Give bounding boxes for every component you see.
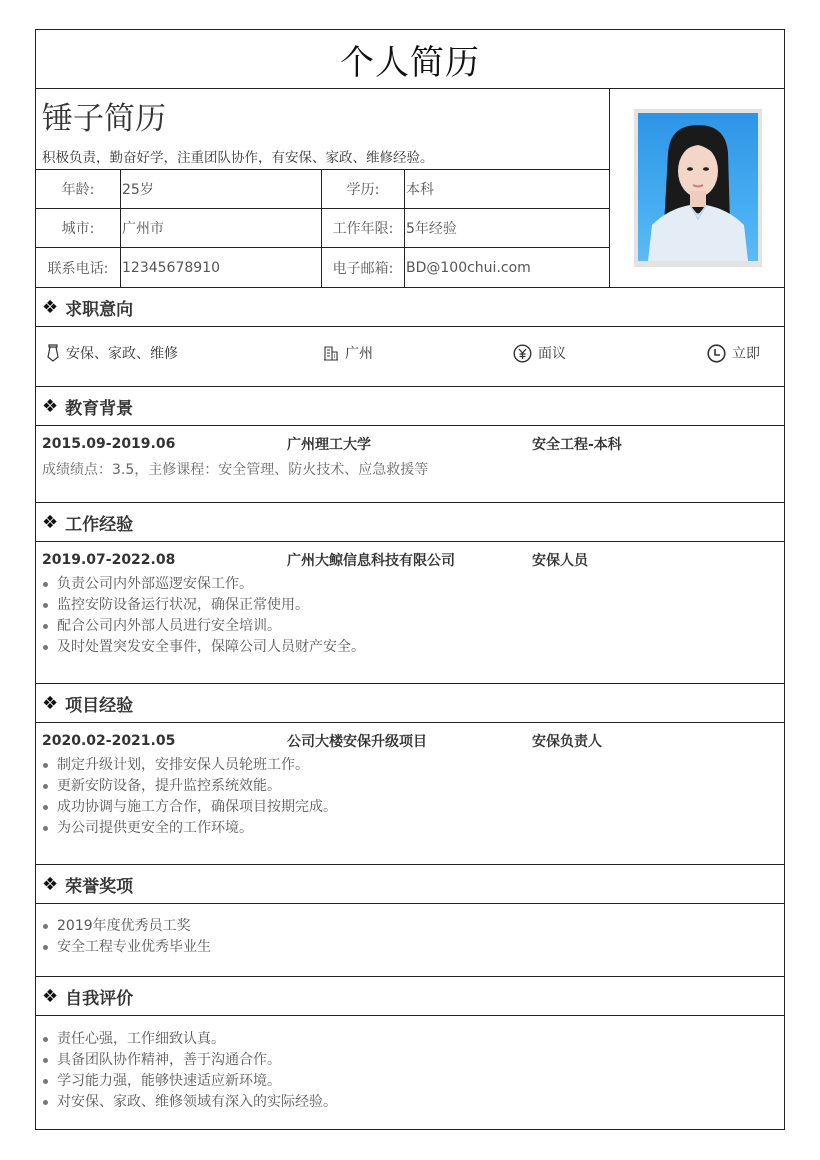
list-item: 2019年度优秀员工奖 — [42, 916, 778, 937]
education-major: 安全工程-本科 — [532, 437, 622, 453]
intent-city — [323, 327, 373, 379]
work-summary-row — [42, 548, 778, 572]
intent-availability — [707, 327, 760, 379]
work-years-value: 5年经验 — [405, 209, 609, 248]
list-item: 更新安防设备，提升监控系统效能。 — [42, 776, 778, 797]
intent-city-text: 广州 — [345, 346, 373, 362]
section-header — [36, 387, 784, 426]
email-label: 电子邮箱: — [322, 248, 405, 287]
self-body — [36, 1016, 784, 1129]
work-company: 广州大鲸信息科技有限公司 — [287, 553, 455, 569]
intent-row — [36, 327, 784, 386]
phone-label: 联系电话: — [36, 248, 121, 287]
city-label: 城市: — [36, 209, 121, 248]
section-honors — [36, 865, 784, 977]
honors-body — [36, 904, 784, 976]
section-title: 项目经验 — [65, 695, 134, 716]
diamond-icon: ❖ — [42, 873, 59, 895]
honors-list — [42, 916, 778, 958]
list-item: 配合公司内外部人员进行安全培训。 — [42, 616, 778, 637]
section-header — [36, 865, 784, 904]
photo-frame — [634, 109, 762, 267]
section-title: 荣誉奖项 — [65, 876, 134, 897]
section-job-intent — [36, 288, 784, 387]
age-value: 25岁 — [121, 170, 322, 209]
resume-title: 个人简历 — [36, 30, 784, 89]
diamond-icon: ❖ — [42, 692, 59, 714]
work-years-label: 工作年限: — [322, 209, 405, 248]
education-summary-row — [42, 432, 778, 456]
section-work — [36, 503, 784, 684]
resume-sheet — [35, 29, 785, 1130]
basic-info-table — [36, 170, 609, 287]
candidate-slogan: 积极负责，勤奋好学，注重团队协作，有安保、家政、维修经验。 — [42, 150, 434, 166]
section-title: 自我评价 — [65, 988, 134, 1009]
candidate-name: 锤子简历 — [42, 101, 166, 137]
list-item: 成功协调与施工方合作，确保项目按期完成。 — [42, 797, 778, 818]
intent-availability-text: 立即 — [732, 346, 760, 362]
building-icon — [323, 345, 339, 361]
email-value: BD@100chui.com — [406, 259, 531, 276]
degree-label: 学历: — [322, 170, 405, 209]
section-project — [36, 684, 784, 865]
section-title: 求职意向 — [65, 299, 134, 320]
profile-info — [36, 89, 610, 287]
project-name: 公司大楼安保升级项目 — [287, 734, 427, 750]
list-item: 为公司提供更安全的工作环境。 — [42, 818, 778, 839]
intent-salary-text: 面议 — [538, 346, 566, 362]
intent-position — [46, 327, 178, 379]
self-list — [42, 1029, 778, 1113]
section-header — [36, 288, 784, 327]
project-period: 2020.02-2021.05 — [42, 733, 176, 749]
tie-icon — [46, 344, 60, 362]
list-item: 责任心强，工作细致认真。 — [42, 1029, 778, 1050]
list-item: 及时处置突发安全事件，保障公司人员财产安全。 — [42, 637, 778, 658]
age-label: 年龄: — [36, 170, 121, 209]
work-period: 2019.07-2022.08 — [42, 552, 176, 568]
profile-photo — [638, 113, 758, 261]
intent-salary — [513, 327, 566, 379]
list-item: 制定升级计划，安排安保人员轮班工作。 — [42, 755, 778, 776]
work-body — [36, 542, 784, 683]
work-duties — [42, 574, 778, 658]
project-summary-row — [42, 729, 778, 753]
list-item: 负责公司内外部巡逻安保工作。 — [42, 574, 778, 595]
portrait-illustration — [638, 113, 758, 261]
list-item: 学习能力强，能够快速适应新环境。 — [42, 1071, 778, 1092]
diamond-icon: ❖ — [42, 296, 59, 318]
section-header — [36, 684, 784, 723]
work-role: 安保人员 — [532, 553, 588, 569]
phone-value: 12345678910 — [121, 248, 322, 287]
photo-cell — [610, 89, 784, 287]
city-value: 广州市 — [121, 209, 322, 248]
list-item: 具备团队协作精神，善于沟通合作。 — [42, 1050, 778, 1071]
section-header — [36, 503, 784, 542]
intent-position-text: 安保、家政、维修 — [66, 346, 178, 362]
project-duties — [42, 755, 778, 839]
yuan-icon — [513, 344, 532, 363]
list-item: 对安保、家政、维修领域有深入的实际经验。 — [42, 1092, 778, 1113]
section-title: 教育背景 — [65, 398, 134, 419]
diamond-icon: ❖ — [42, 395, 59, 417]
diamond-icon: ❖ — [42, 511, 59, 533]
section-self-evaluation — [36, 977, 784, 1129]
name-block — [36, 89, 609, 170]
education-period: 2015.09-2019.06 — [42, 436, 176, 452]
section-header — [36, 977, 784, 1016]
section-title: 工作经验 — [65, 514, 134, 535]
list-item: 安全工程专业优秀毕业生 — [42, 937, 778, 958]
education-body — [36, 426, 784, 502]
education-desc: 成绩绩点：3.5，主修课程：安全管理、防火技术、应急救援等 — [42, 462, 429, 478]
section-education — [36, 387, 784, 503]
diamond-icon: ❖ — [42, 985, 59, 1007]
list-item: 监控安防设备运行状况，确保正常使用。 — [42, 595, 778, 616]
education-school: 广州理工大学 — [287, 437, 371, 453]
project-body — [36, 723, 784, 864]
degree-value: 本科 — [405, 170, 609, 209]
project-role: 安保负责人 — [532, 734, 602, 750]
profile-block — [36, 89, 784, 288]
clock-icon — [707, 344, 726, 363]
